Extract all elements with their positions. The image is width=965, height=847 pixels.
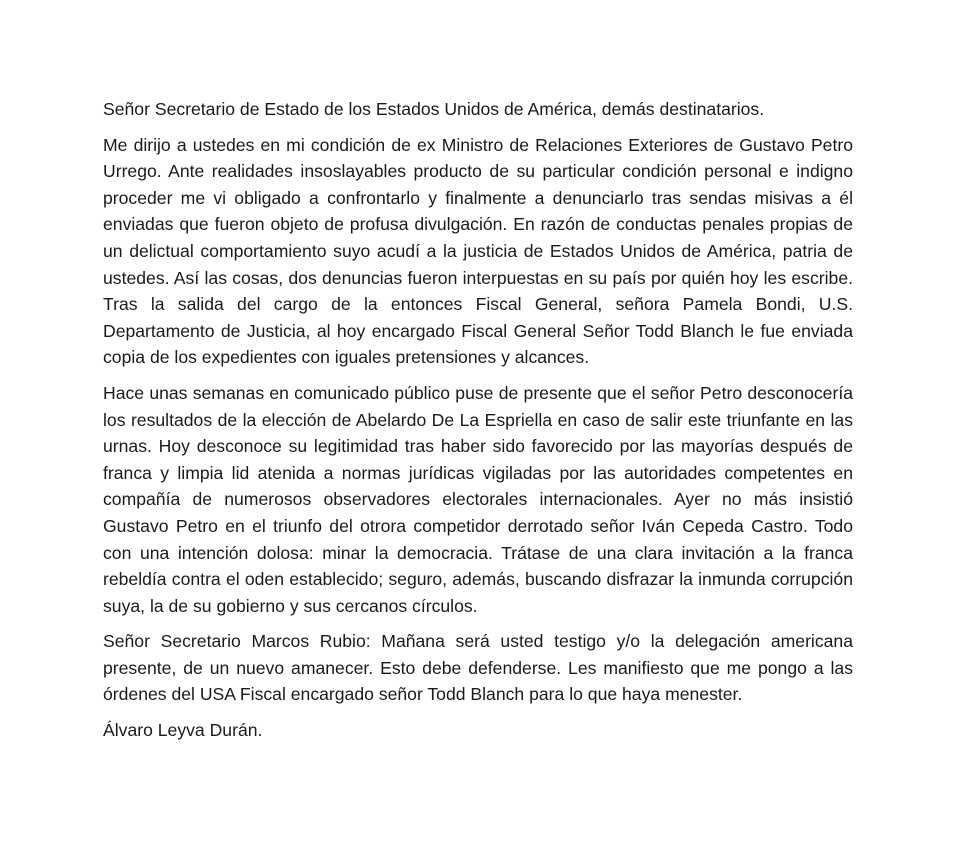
letter-paragraph-3: Señor Secretario Marcos Rubio: Mañana será usted testigo y/o la delegación americana presente, de un nuevo amanecer. Esto debe defenderse. Les manifiesto que me pongo a las órdenes del USA Fiscal encargado señor Todd Blanch para lo que haya menester. [103, 631, 853, 705]
letter-body [103, 96, 853, 744]
letter-signature: Álvaro Leyva Durán. [103, 720, 263, 741]
letter-salutation: Señor Secretario de Estado de los Estados Unidos de América, demás destinatarios. [103, 99, 765, 119]
letter-paragraph-2: Hace unas semanas en comunicado público puse de presente que el señor Petro desconocería los resultados de la elección de Abelardo De La Espriella en caso de salir este triunfante en las urnas. Hoy desconoce su legitimidad tras haber sido favorecido por las mayorías después de franca y limpia lid atenida a normas jurídicas vigiladas por las autoridades competentes en compañía de numerosos observadores electorales internacionales. Ayer no más insistió Gustavo Petro en el triunfo del otrora competidor derrotado señor Iván Cepeda Castro. Todo con una intención dolosa: minar la democracia. Trátase de una clara invitación a la franca rebeldía contra el oden establecido; seguro, además, buscando disfrazar la inmunda corrupción suya, la de su gobierno y sus cercanos círculos. [103, 382, 853, 616]
letter-paragraph-1: Me dirijo a ustedes en mi condición de ex Ministro de Relaciones Exteriores de Gustavo Petro Urrego. Ante realidades insoslayables producto de su particular condición personal e indigno proceder me vi obligado a confrontarlo y finalmente a denunciarlo tras sendas misivas a él enviadas que fueron objeto de profusa divulgación. En razón de conductas penales propias de un delictual comportamiento suyo acudí a la justicia de Estados Unidos de América, patria de ustedes. Así las cosas, dos denuncias fueron interpuestas en su país por quién hoy les escribe. Tras la salida del cargo de la entonces Fiscal General, señora Pamela Bondi, U.S. Departamento de Justicia, al hoy encargado Fiscal General Señor Todd Blanch le fue enviada copia de los expedientes con iguales pretensiones y alcances. [103, 134, 853, 368]
